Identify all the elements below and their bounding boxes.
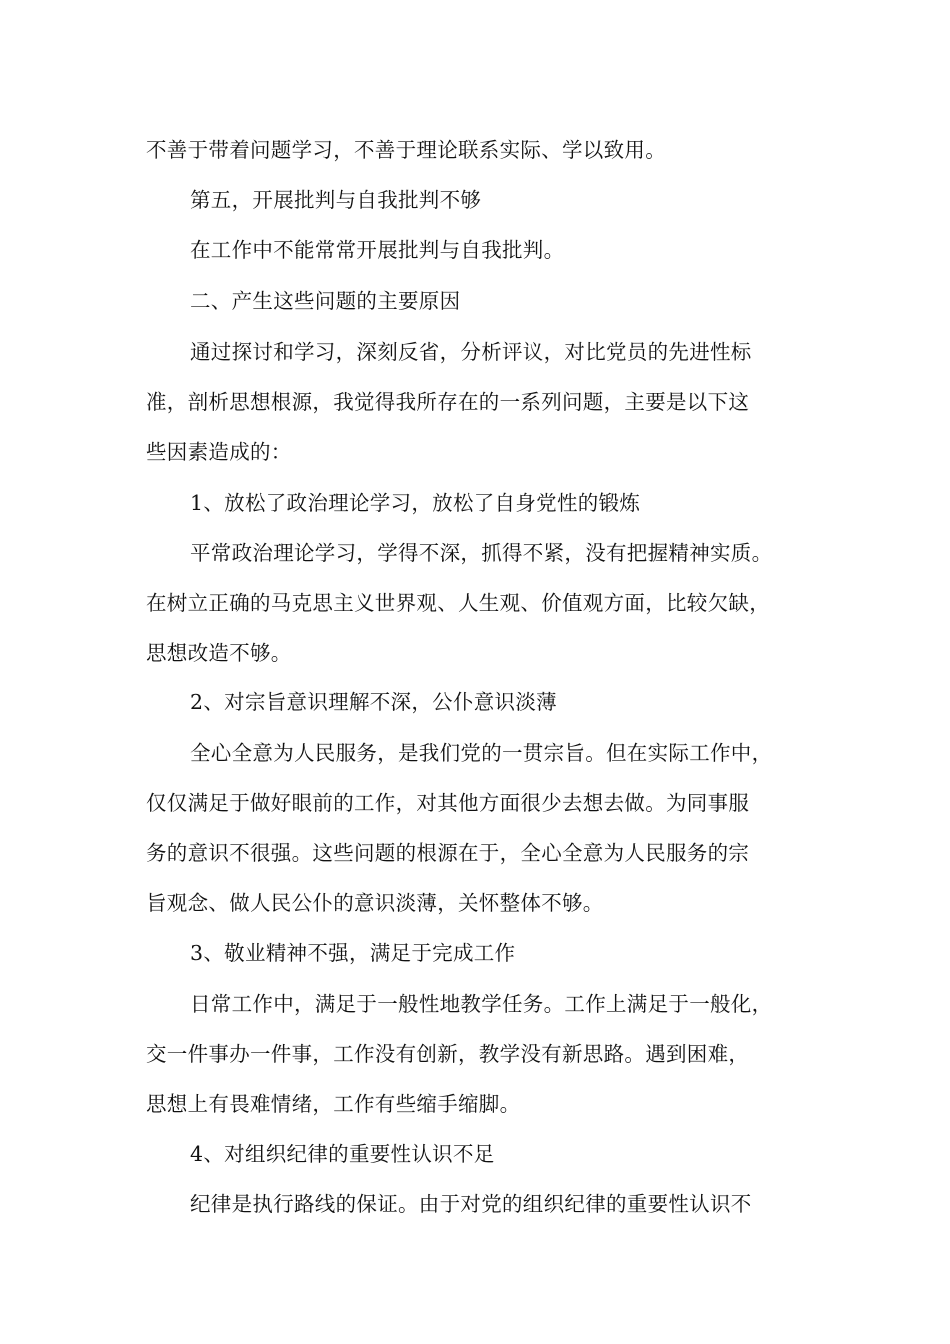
section-heading: 1、放松了政治理论学习，放松了自身党性的锻炼 bbox=[190, 491, 641, 515]
paragraph-line: 务的意识不很强。这些问题的根源在于，全心全意为人民服务的宗 bbox=[146, 841, 750, 865]
paragraph-line: 些因素造成的： bbox=[146, 440, 292, 464]
section-heading: 4、对组织纪律的重要性认识不足 bbox=[190, 1142, 495, 1166]
paragraph-line: 思想上有畏难情绪，工作有些缩手缩脚。 bbox=[146, 1092, 521, 1116]
paragraph-line: 日常工作中，满足于一般性地教学任务。工作上满足于一般化， bbox=[190, 992, 773, 1016]
section-heading: 二、产生这些问题的主要原因 bbox=[190, 289, 461, 313]
paragraph-line: 仅仅满足于做好眼前的工作，对其他方面很少去想去做。为同事服 bbox=[146, 791, 750, 815]
paragraph-line: 全心全意为人民服务，是我们党的一贯宗旨。但在实际工作中， bbox=[190, 741, 773, 765]
paragraph-line: 平常政治理论学习，学得不深，抓得不紧，没有把握精神实质。 bbox=[190, 541, 773, 565]
paragraph-line: 思想改造不够。 bbox=[146, 641, 292, 665]
paragraph-line: 纪律是执行路线的保证。由于对党的组织纪律的重要性认识不 bbox=[190, 1192, 752, 1216]
paragraph-line: 在树立正确的马克思主义世界观、人生观、价值观方面，比较欠缺， bbox=[146, 591, 770, 615]
section-heading: 3、敬业精神不强，满足于完成工作 bbox=[190, 941, 516, 965]
paragraph-line: 交一件事办一件事，工作没有创新，教学没有新思路。遇到困难， bbox=[146, 1042, 750, 1066]
paragraph-line: 通过探讨和学习，深刻反省，分析评议，对比党员的先进性标 bbox=[190, 340, 752, 364]
paragraph-line: 准，剖析思想根源，我觉得我所存在的一系列问题，主要是以下这 bbox=[146, 390, 750, 414]
section-heading: 第五，开展批判与自我批判不够 bbox=[190, 188, 482, 212]
section-heading: 2、对宗旨意识理解不深，公仆意识淡薄 bbox=[190, 690, 557, 714]
paragraph-line: 不善于带着问题学习，不善于理论联系实际、学以致用。 bbox=[146, 138, 666, 162]
paragraph-line: 在工作中不能常常开展批判与自我批判。 bbox=[190, 238, 565, 262]
paragraph-line: 旨观念、做人民公仆的意识淡薄，关怀整体不够。 bbox=[146, 891, 604, 915]
